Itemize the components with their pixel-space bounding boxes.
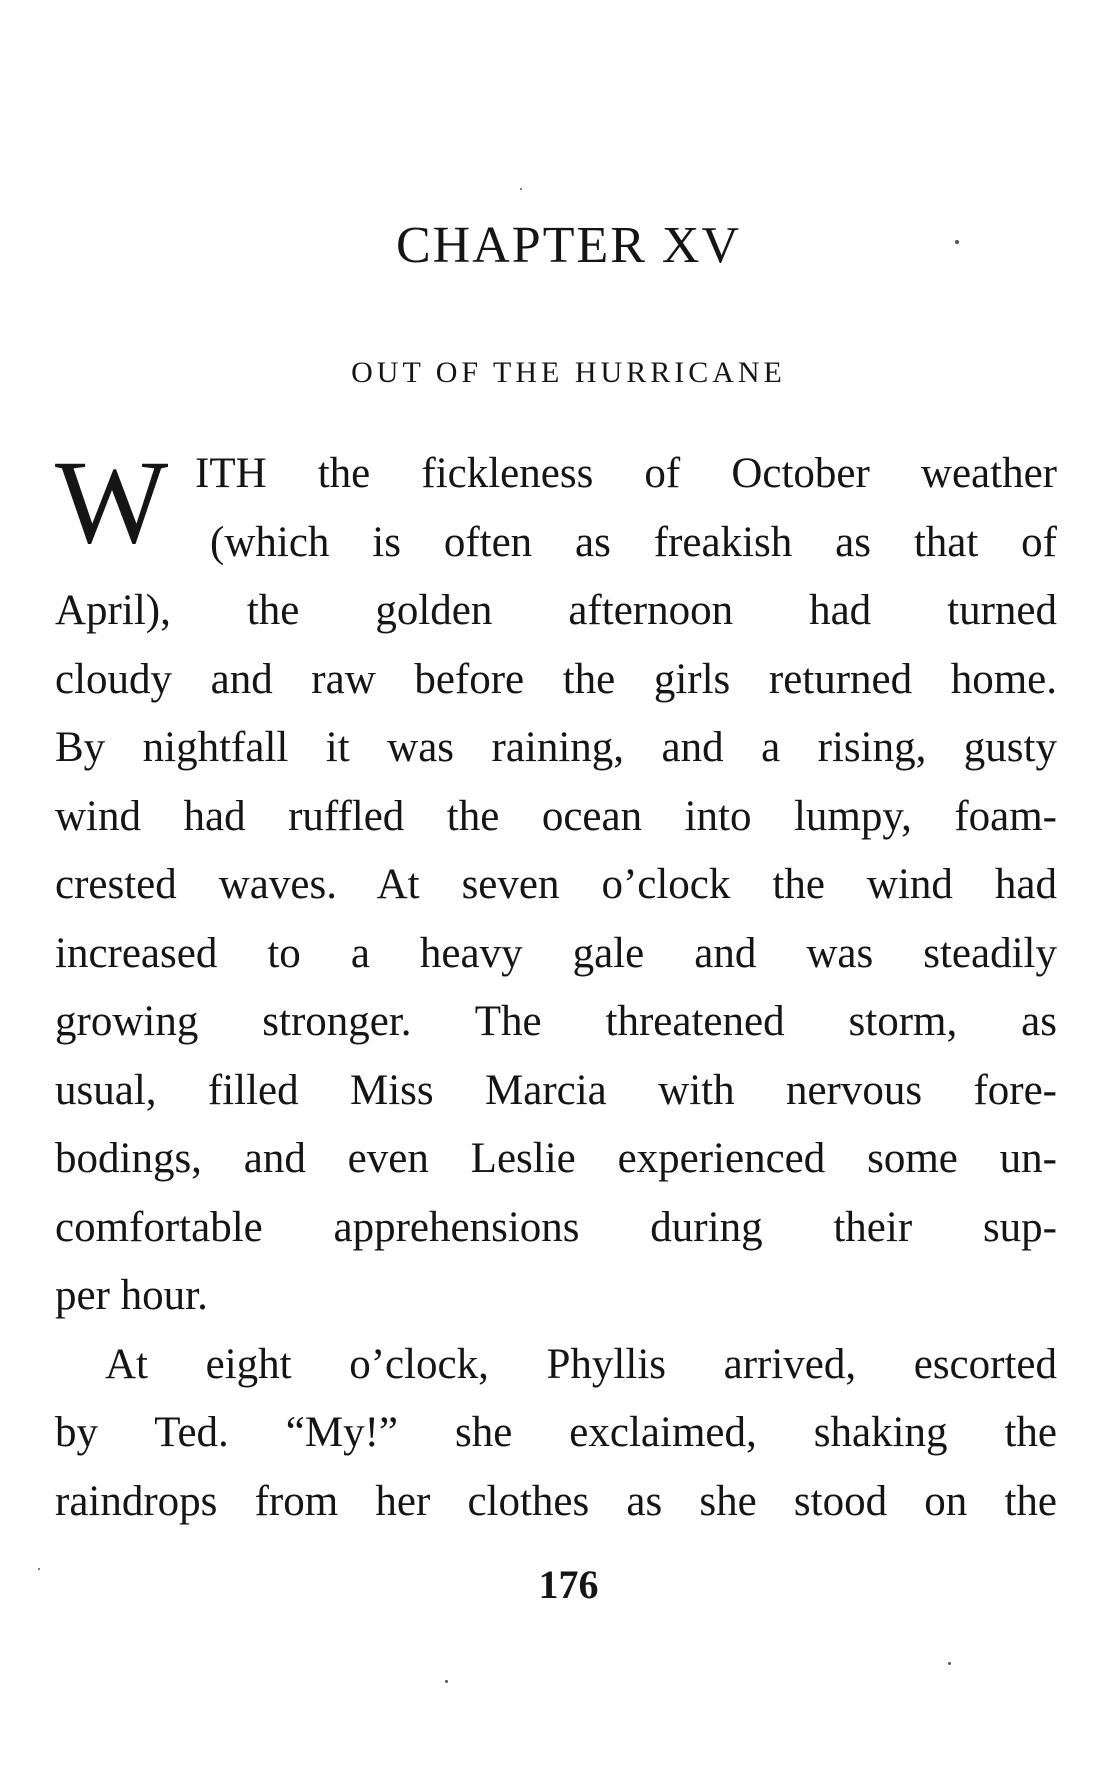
print-speck <box>520 188 522 190</box>
paragraph-1-line: growing stronger. The threatened storm, as <box>55 998 1057 1045</box>
paragraph-2-line: raindrops from her clothes as she stood on the <box>55 1477 1057 1525</box>
print-speck <box>38 1568 40 1570</box>
paragraph-2-line: At eight o’clock, Phyllis arrived, escorted <box>105 1340 1057 1388</box>
paragraph-2-line: by Ted. “My!” she exclaimed, shaking the <box>55 1409 1057 1456</box>
body-text <box>55 435 1057 1536</box>
chapter-subtitle: OUT OF THE HURRICANE <box>351 356 786 389</box>
paragraph-1-line: usual, filled Miss Marcia with nervous fore- <box>55 1066 1057 1114</box>
paragraph-1-line: cloudy and raw before the girls returned home. <box>55 655 1057 703</box>
print-speck <box>948 1662 951 1665</box>
page-number: 176 <box>538 1562 599 1607</box>
paragraph-1-line: crested waves. At seven o’clock the wind had <box>55 861 1057 908</box>
paragraph-1-line: By nightfall it was raining, and a rising, gusty <box>55 724 1057 771</box>
paragraph-1-line: (which is often as freakish as that of <box>210 518 1057 566</box>
paragraph-1-line: increased to a heavy gale and was steadily <box>55 929 1057 977</box>
paragraph-1-line: bodings, and even Leslie experienced some un- <box>55 1135 1057 1182</box>
paragraph-1-line: per hour. <box>55 1272 208 1319</box>
paragraph-1-line: April), the golden afternoon had turned <box>55 587 1057 634</box>
paragraph-1-line: wind had ruffled the ocean into lumpy, foam- <box>55 792 1057 840</box>
drop-cap: W <box>55 435 169 568</box>
chapter-title: CHAPTER XV <box>395 217 742 274</box>
print-speck <box>955 240 959 244</box>
print-speck <box>445 1680 448 1683</box>
paragraph-1-line: ITH the fickleness of October weather <box>195 450 1057 497</box>
paragraph-1-line: comfortable apprehensions during their sup- <box>55 1203 1057 1251</box>
